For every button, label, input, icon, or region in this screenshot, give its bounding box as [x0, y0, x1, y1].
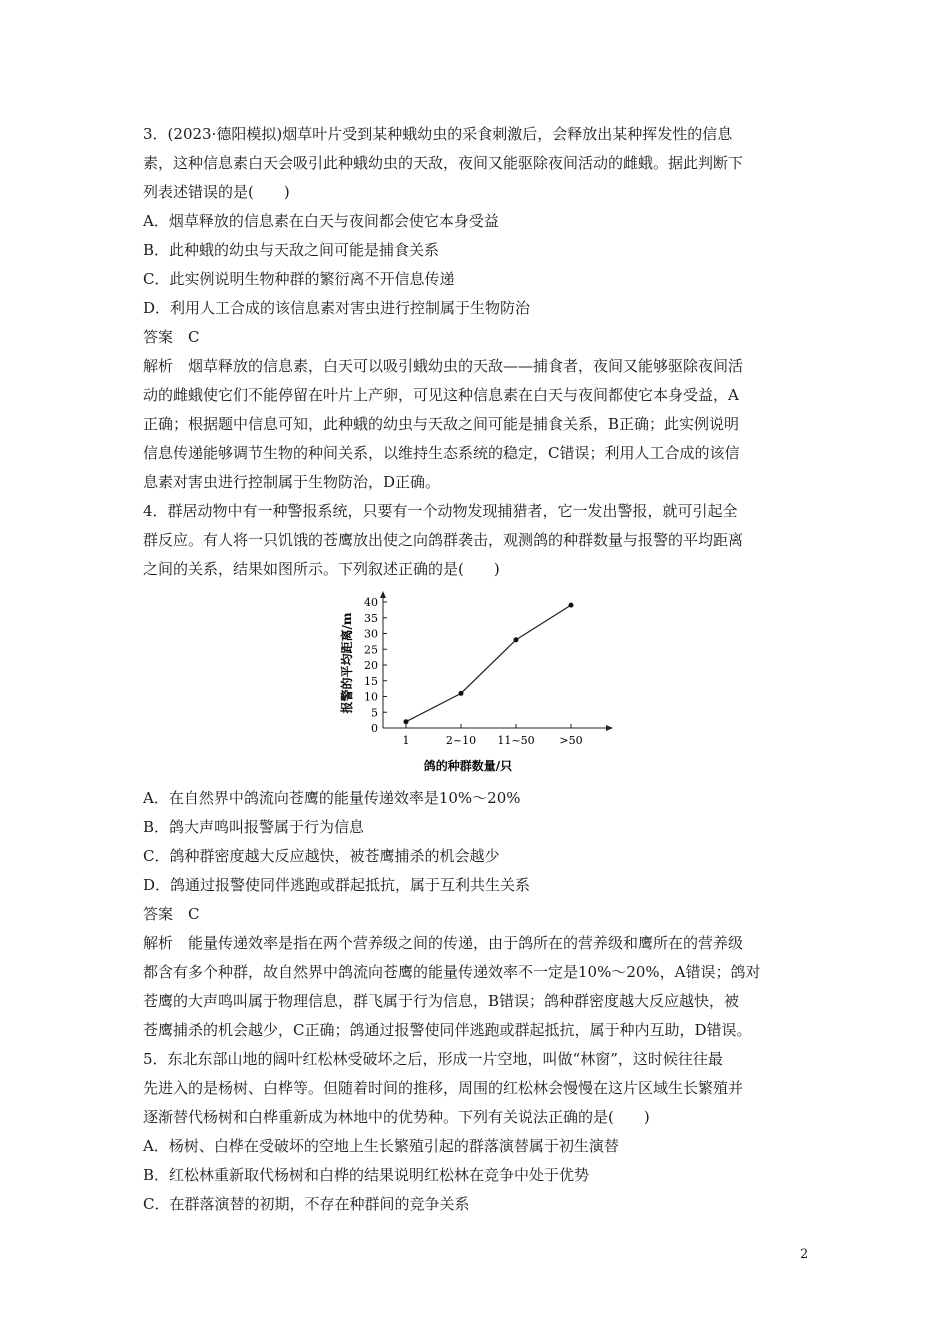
y-tick-label: 15 [364, 674, 378, 688]
q4-option-a: A．在自然界中鸽流向苍鹰的能量传递效率是10%～20% [143, 789, 521, 807]
y-tick-label: 5 [371, 706, 378, 720]
q3-stem-line: 列表述错误的是( ) [143, 183, 290, 201]
q4-stem-line: 群反应。有人将一只饥饿的苍鹰放出使之向鸽群袭击，观测鸽的种群数量与报警的平均距离 [143, 531, 744, 549]
q3-option-c: C．此实例说明生物种群的繁衍离不开信息传递 [143, 270, 455, 288]
y-axis-arrow [380, 591, 386, 598]
x-tick-label: 2~10 [445, 734, 477, 747]
q4-analysis-line: 都含有多个种群，故自然界中鸽流向苍鹰的能量传递效率不一定是10%～20%，A错误；鸽对 [143, 963, 761, 981]
x-tick-label: 1 [402, 734, 410, 747]
series-line [406, 605, 571, 722]
question-5 [143, 1045, 823, 1219]
q3-stem-line: 3．(2023·德阳模拟)烟草叶片受到某种蛾幼虫的采食刺激后，会释放出某种挥发性的信息 [143, 125, 733, 143]
q4-stem-line: 4．群居动物中有一种警报系统，只要有一个动物发现捕猎者，它一发出警报，就可引起全 [143, 502, 738, 520]
q4-stem-line: 之间的关系，结果如图所示。下列叙述正确的是( ) [143, 560, 500, 578]
q4-analysis-line: 苍鹰捕杀的机会越少，C正确；鸽通过报警使同伴逃跑或群起抵抗，属于种内互助，D错误。 [143, 1021, 752, 1039]
q3-analysis-line: 动的雌蛾使它们不能停留在叶片上产卵，可见这种信息素在白天与夜间都使它本身受益，A [143, 386, 739, 404]
q3-analysis-line: 正确；根据题中信息可知，此种蛾的幼虫与天敌之间可能是捕食关系，B正确；此实例说明 [143, 415, 740, 433]
line-chart [338, 588, 628, 778]
y-tick-label: 0 [371, 722, 378, 735]
q4-option-b: B．鸽大声鸣叫报警属于行为信息 [143, 818, 365, 836]
data-point [569, 603, 574, 608]
x-axis-label: 鸽的种群数量/只 [423, 759, 513, 773]
q4-option-d: D．鸽通过报警使同伴逃跑或群起抵抗，属于互利共生关系 [143, 876, 531, 894]
q3-answer: 答案 C [143, 328, 200, 346]
q5-stem-line: 先进入的是杨树、白桦等。但随着时间的推移，周围的红松林会慢慢在这片区域生长繁殖并 [143, 1079, 744, 1097]
y-axis-label: 报警的平均距离/m [340, 612, 354, 714]
q3-option-b: B．此种蛾的幼虫与天敌之间可能是捕食关系 [143, 241, 440, 259]
q5-option-a: A．杨树、白桦在受破坏的空地上生长繁殖引起的群落演替属于初生演替 [143, 1137, 619, 1155]
q5-option-b: B．红松林重新取代杨树和白桦的结果说明红松林在竞争中处于优势 [143, 1166, 590, 1184]
page-number: 2 [800, 1247, 809, 1262]
x-axis-arrow [606, 725, 613, 731]
data-point [514, 637, 519, 642]
q3-analysis-line: 解析 烟草释放的信息素，白天可以吸引蛾幼虫的天敌——捕食者，夜间又能够驱除夜间活 [143, 357, 744, 375]
x-tick-label: 11~50 [497, 734, 535, 747]
q5-option-c: C．在群落演替的初期，不存在种群间的竞争关系 [143, 1195, 470, 1213]
q3-option-a: A．烟草释放的信息素在白天与夜间都会使它本身受益 [143, 212, 499, 230]
q3-option-d: D．利用人工合成的该信息素对害虫进行控制属于生物防治 [143, 299, 531, 317]
question-4 [143, 497, 823, 1045]
q4-analysis-line: 苍鹰的大声鸣叫属于物理信息，群飞属于行为信息，B错误；鸽种群密度越大反应越快，被 [143, 992, 740, 1010]
y-tick-label: 25 [364, 643, 378, 657]
figure-container [143, 588, 823, 778]
q5-stem-line: 逐渐替代杨树和白桦重新成为林地中的优势种。下列有关说法正确的是( ) [143, 1108, 650, 1126]
q3-stem-line: 素，这种信息素白天会吸引此种蛾幼虫的天敌，夜间又能驱除夜间活动的雌蛾。据此判断下 [143, 154, 744, 172]
y-tick-label: 35 [364, 611, 378, 625]
q3-analysis-line: 息素对害虫进行控制属于生物防治，D正确。 [143, 473, 441, 491]
q5-stem-line: 5．东北东部山地的阔叶红松林受破坏之后，形成一片空地，叫做“林窗”，这时候往往最 [143, 1050, 723, 1068]
question-3 [143, 120, 823, 497]
page-content [143, 120, 823, 1219]
data-point [459, 691, 464, 696]
y-tick-label: 30 [364, 627, 378, 641]
y-tick-label: 20 [364, 659, 378, 672]
q4-analysis-line: 解析 能量传递效率是指在两个营养级之间的传递，由于鸽所在的营养级和鹰所在的营养级 [143, 934, 744, 952]
y-tick-label: 40 [364, 596, 378, 609]
y-tick-label: 10 [364, 690, 378, 704]
data-point [404, 719, 409, 724]
x-tick-label: >50 [559, 734, 583, 747]
q4-answer: 答案 C [143, 905, 200, 923]
q4-option-c: C．鸽种群密度越大反应越快，被苍鹰捕杀的机会越少 [143, 847, 500, 865]
q3-analysis-line: 信息传递能够调节生物的种间关系，以维持生态系统的稳定，C错误；利用人工合成的该信 [143, 444, 740, 462]
